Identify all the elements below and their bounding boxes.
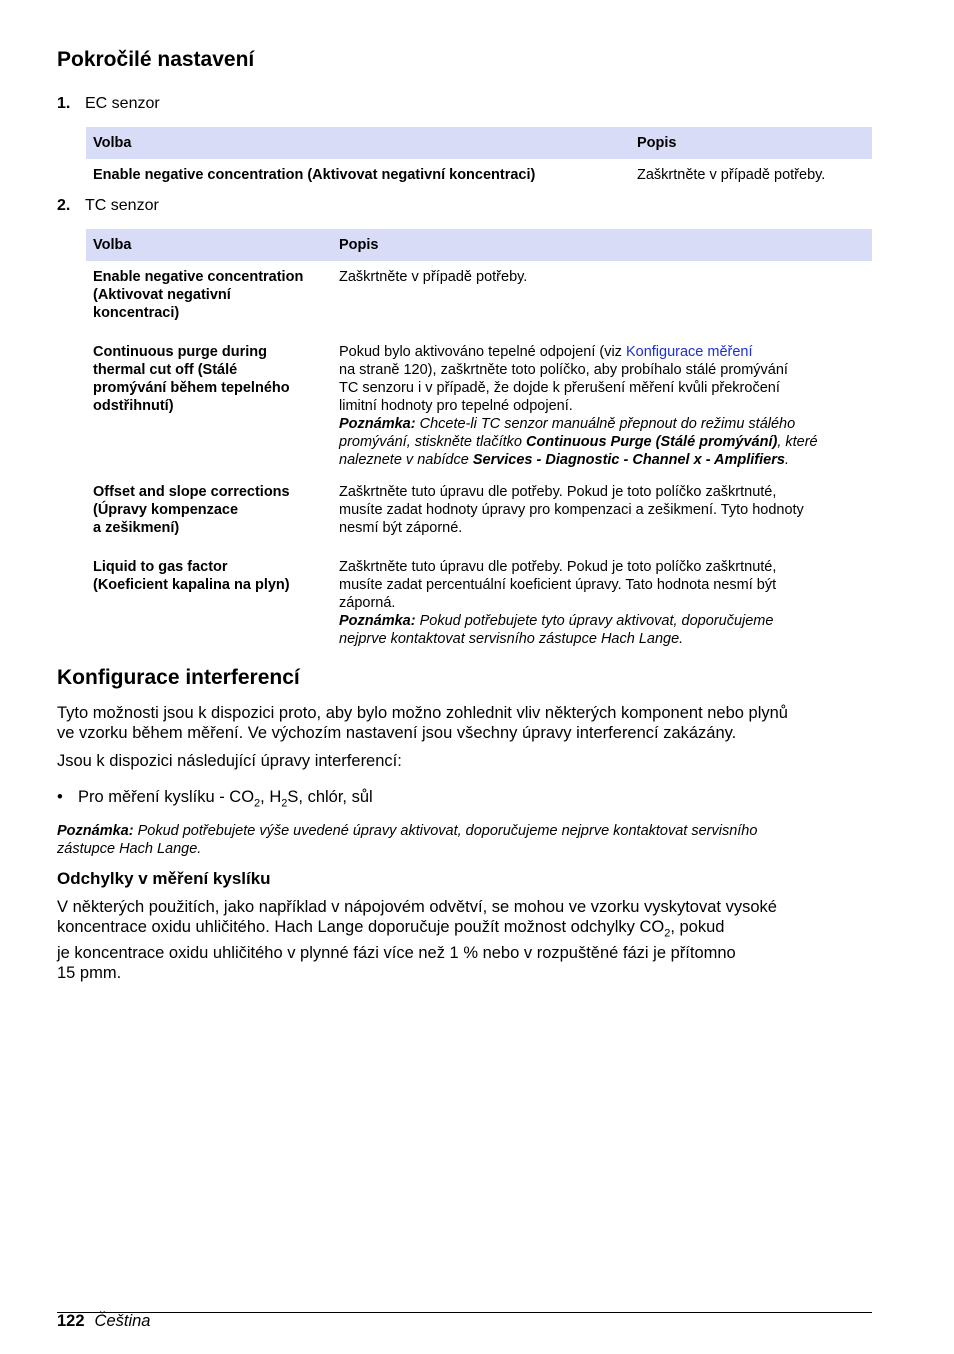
- description-cell: Zaškrtněte v případě potřeby.: [637, 167, 826, 183]
- table-row: [86, 261, 872, 336]
- tc-sensor-table: [86, 229, 872, 655]
- cross-reference-link[interactable]: Konfigurace měření: [625, 344, 753, 360]
- option-cell: Continuous purge during thermal cut off (Stálé promývání během tepelného odstřihnutí): [93, 344, 290, 414]
- description-cell: Pokud bylo aktivováno tepelné odpojení (viz Konfigurace měření na straně 120), zaškrtněte toto políčko, aby probíhalo stálé promývání TC senzoru i v případě, že dojde k přerušení měření kvůli překročení limitní hodnoty pro tepelné odpojení. Poznámka: Chcete-li TC senzor manuálně přepnout do režimu stálého promývání, stiskněte tlačítko Continuous Purge (Stálé promývání), které naleznete v nabídce Services - Diagnostic - Channel x - Amplifiers.: [332, 336, 872, 476]
- step-label: TC senzor: [85, 197, 159, 214]
- list-item: • Pro měření kyslíku - $CO_2$, $H_2S$, chlór, sůl: [57, 788, 373, 810]
- option-cell: Enable negative concentration (Aktivovat negativní koncentraci): [93, 167, 536, 183]
- footer-language: Čeština: [94, 1312, 151, 1330]
- note: Poznámka: Pokud potřebujete tyto úpravy aktivovat, doporučujeme nejprve kontaktovat servisního zástupce Hach Lange.: [339, 613, 774, 647]
- table-row: [86, 551, 872, 655]
- page-number: 122: [57, 1312, 85, 1330]
- section-title-interference: Konfigurace interferencí: [57, 666, 300, 689]
- paragraph: V některých použitích, jako například v nápojovém odvětví, se mohou ve vzorku vyskytovat vysoké koncentrace oxidu uhličitého. Hach Lange doporučuje použít možnost odchylky $CO_2$, pokud je koncentrace oxidu uhličitého v plynné fázi více než 1 % nebo v rozpuštěné fázi je přítomno 15 pmm.: [57, 898, 777, 983]
- column-header-description: Popis: [630, 127, 872, 159]
- paragraph: Jsou k dispozici následující úpravy interferencí:: [57, 752, 402, 770]
- option-cell: Enable negative concentration (Aktivovat negativní koncentraci): [93, 269, 304, 321]
- paragraph: Tyto možnosti jsou k dispozici proto, aby bylo možno zohlednit vliv některých komponent nebo plynů ve vzorku během měření. Ve výchozím nastavení jsou všechny úpravy interferencí zakázány.: [57, 704, 788, 742]
- footer-divider: [57, 1312, 872, 1313]
- column-header-option: Volba: [86, 127, 630, 159]
- step-label: EC senzor: [85, 95, 160, 112]
- note: Poznámka: Pokud potřebujete výše uvedené úpravy aktivovat, doporučujeme nejprve kontaktovat servisního zástupce Hach Lange.: [57, 823, 758, 857]
- description-cell: Zaškrtněte v případě potřeby.: [339, 269, 528, 285]
- footer: [57, 1312, 150, 1331]
- step-2: [57, 197, 159, 215]
- step-number: 1.: [57, 95, 71, 112]
- description-cell: Zaškrtněte tuto úpravu dle potřeby. Pokud je toto políčko zaškrtnuté, musíte zadat hodnoty úpravy pro kompenzaci a zešikmení. Tyto hodnoty nesmí být záporné.: [339, 484, 804, 536]
- note: Poznámka: Chcete-li TC senzor manuálně přepnout do režimu stálého promývání, stiskněte tlačítko Continuous Purge (Stálé promývání), které naleznete v nabídce Services - Diagnostic - Channel x - Amplifiers.: [339, 416, 818, 468]
- column-header-option: Volba: [86, 229, 332, 261]
- step-number: 2.: [57, 197, 71, 214]
- table-row: [86, 159, 872, 191]
- bullet: •: [57, 788, 63, 806]
- table-row: [86, 336, 872, 476]
- column-header-description: Popis: [332, 229, 872, 261]
- step-1: [57, 95, 160, 113]
- table-row: [86, 476, 872, 551]
- subsection-title-oxygen: Odchylky v měření kyslíku: [57, 869, 271, 888]
- option-cell: Liquid to gas factor (Koeficient kapalina na plyn): [93, 559, 290, 593]
- ec-sensor-table: [86, 127, 872, 191]
- section-title-advanced: Pokročilé nastavení: [57, 48, 255, 71]
- description-cell: Zaškrtněte tuto úpravu dle potřeby. Pokud je toto políčko zaškrtnuté, musíte zadat percentuální koeficient úpravy. Tato hodnota nesmí být záporná. Poznámka: Pokud potřebujete tyto úpravy aktivovat, doporučujeme nejprve kontaktovat servisního zástupce Hach Lange.: [332, 551, 872, 655]
- option-cell: Offset and slope corrections (Úpravy kompenzace a zešikmení): [93, 484, 290, 536]
